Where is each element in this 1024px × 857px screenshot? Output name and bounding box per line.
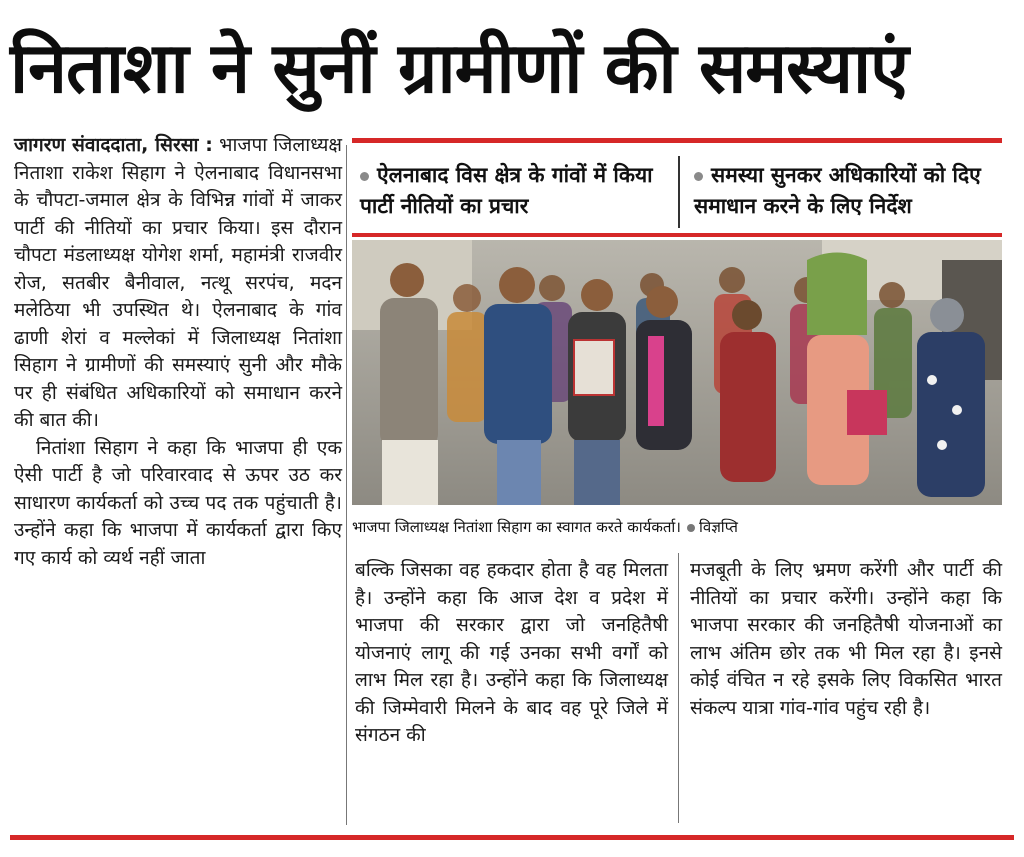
column-2-text: बल्कि जिसका वह हकदार होता है वह मिलता है। उन्होंने कहा कि आज देश व प्रदेश में भाजपा की सरकार द्वारा जो जनहितैषी योजनाएं लागू की गई उनका सभी वर्गों को लाभ मिल रहा है। उन्होंने कहा कि जिलाध्यक्ष की जिम्मेवारी मिलने के बाद वह पूरे जिले में संगठन की (355, 559, 668, 746)
article-column-1 (14, 132, 342, 572)
column-3-text: मजबूती के लिए भ्रमण करेंगी और पार्टी की नीतियों का प्रचार करेंगी। उन्होंने कहा कि भाजपा सरकार की जनहितैषी योजनाओं का लाभ अंतिम छोर तक भी मिल रहा है। इनसे कोई वंचित न रहे इसके लिए विकसित भारत संकल्प यात्रा गांव-गांव पहुंच रही है। (690, 559, 1002, 719)
highlight-separator (678, 156, 680, 228)
news-photo (352, 240, 1002, 505)
article-paragraph-1 (14, 132, 342, 435)
highlight-2-text: समस्या सुनकर अधिकारियों को दिए समाधान करने के लिए निर्देश (694, 163, 981, 218)
crowd-illustration (352, 240, 1002, 505)
article-column-3 (690, 557, 1002, 722)
bottom-red-rule (10, 835, 1014, 840)
column-divider (678, 553, 679, 823)
headline: निताशा ने सुनीं ग्रामीणों की समस्याएं (10, 27, 908, 109)
highlight-1-text: ऐलनाबाद विस क्षेत्र के गांवों में किया पार्टी नीतियों का प्रचार (360, 163, 653, 218)
article-paragraph-2: नितांशा सिहाग ने कहा कि भाजपा ही एक ऐसी पार्टी है जो परिवारवाद से ऊपर उठ कर साधारण कार्यकर्ता को उच्च पद तक पहुंचाती है। उन्होंने कहा कि भाजपा में कार्यकर्ता द्वारा किए गए कार्य को व्यर्थ नहीं जाता (14, 436, 342, 569)
photo-caption-text: भाजपा जिलाध्यक्ष नितांशा सिहाग का स्वागत करते कार्यकर्ता। (352, 518, 681, 536)
highlight-1 (360, 160, 666, 222)
photo-caption (352, 516, 1002, 538)
column-divider (346, 145, 347, 825)
byline: जागरण संवाददाता, सिरसा : (14, 134, 213, 156)
bullet-icon (694, 172, 703, 181)
article-column-2 (355, 557, 668, 750)
highlights-bottom-rule (352, 233, 1002, 237)
photo-credit: विज्ञप्ति (698, 518, 738, 536)
highlight-2 (694, 160, 998, 222)
article-paragraph-1-text: भाजपा जिलाध्यक्ष निताशा राकेश सिहाग ने ऐलनाबाद विधानसभा के चौपटा-जमाल क्षेत्र के विभिन्न गांवों में जाकर पार्टी की नीतियों का प्रचार किया। इस दौरान चौपटा मंडलाध्यक्ष योगेश शर्मा, महामंत्री राजवीर रोज, सतबीर बैनीवाल, नत्थू सरपंच, मदन मलेठिया भी उपस्थित थे। ऐलनाबाद के गांव ढाणी शेरां व मल्लेकां में जिलाध्यक्ष नितांशा सिहाग ने ग्रामीणों की समस्याएं सुनी और मौके पर ही संबंधित अधिकारियों को समाधान करने की बात की। (14, 134, 342, 431)
bullet-icon (360, 172, 369, 181)
credit-bullet-icon (687, 524, 695, 532)
highlights-box (352, 148, 1002, 232)
top-red-rule (352, 138, 1002, 143)
